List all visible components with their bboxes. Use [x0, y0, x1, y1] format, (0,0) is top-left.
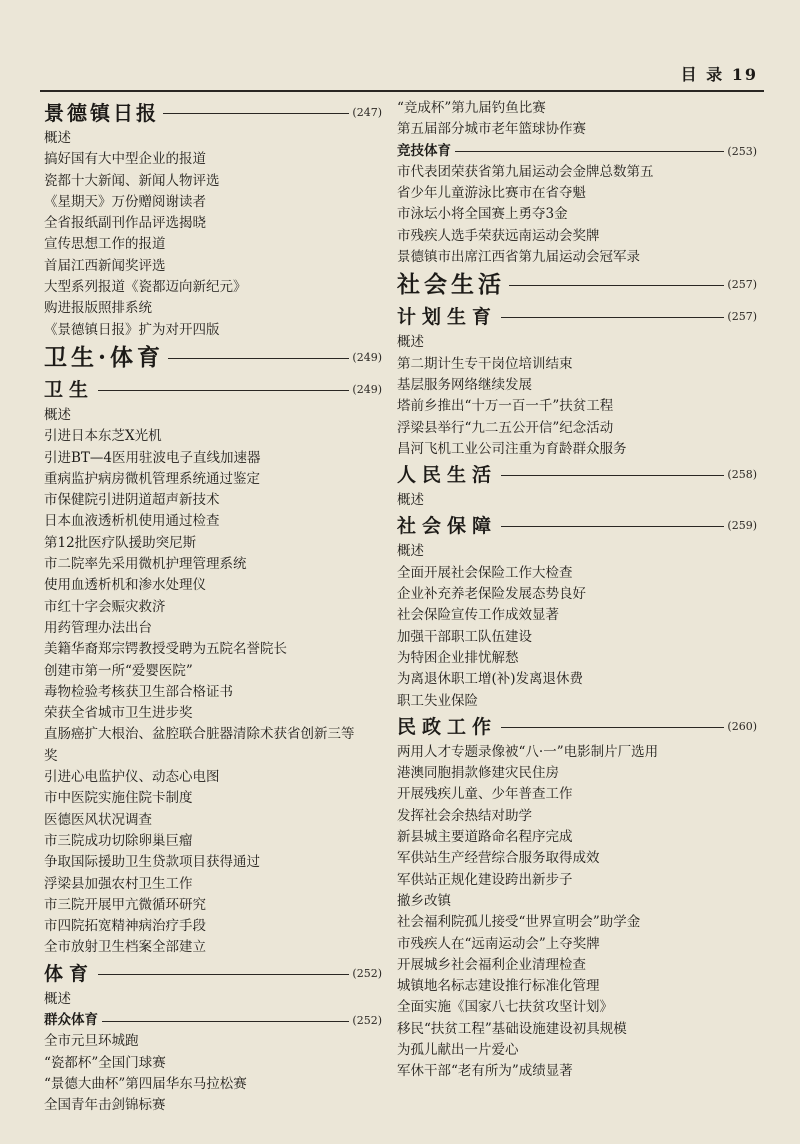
leader-rule — [501, 475, 724, 476]
toc-entry — [44, 639, 382, 660]
toc-entry-text: 大型系列报道《瓷都迈向新纪元》 — [44, 279, 247, 296]
toc-entry — [397, 806, 757, 827]
leader-rule — [98, 974, 349, 975]
toc-entry-text: 全省报纸副刊作品评选揭晓 — [44, 215, 206, 232]
toc-entry-text: 争取国际援助卫生贷款项目获得通过 — [44, 854, 260, 871]
toc-entry-text: 引进心电监护仪、动态心电图 — [44, 769, 220, 786]
toc-entry — [397, 976, 757, 997]
toc-entry — [44, 554, 382, 575]
toc-entry-text: 第12批医疗队援助突尼斯 — [44, 534, 197, 551]
toc-entry-text: 发挥社会余热结对助学 — [397, 807, 532, 824]
toc-entry-text: 市代表团荣获省第九届运动会金牌总数第五 — [397, 163, 654, 180]
toc-entry-text: 直肠癌扩大根治、盆腔联合脏器清除术获省创新三等 — [44, 726, 355, 743]
toc-entry — [44, 171, 382, 192]
leader-rule — [501, 727, 724, 728]
toc-entry-text: 市四院拓宽精神病治疗手段 — [44, 918, 206, 935]
toc-entry-text: 概述 — [44, 130, 71, 146]
toc-entry — [397, 827, 757, 848]
leader-rule — [102, 1021, 349, 1022]
page-ref: (249) — [352, 350, 382, 364]
section-title: 卫生·体育 — [44, 343, 165, 371]
toc-entry-text: 企业补充养老保险发展态势良好 — [397, 586, 586, 603]
toc-entry-text: 概述 — [397, 543, 424, 560]
subsection-title: 计划生育 — [397, 306, 498, 329]
toc-entry — [44, 149, 382, 170]
toc-entry — [44, 213, 382, 234]
toc-entry — [44, 895, 382, 916]
category-title: 竞技体育 — [397, 142, 451, 159]
subsection-title: 社会保障 — [397, 515, 498, 538]
toc-entry-text: 引进BT—4医用驻波电子直线加速器 — [44, 449, 261, 466]
leader-rule — [501, 526, 724, 527]
leader-rule — [509, 285, 724, 286]
toc-entry-text: 创建市第一所“爱婴医院” — [44, 662, 193, 679]
toc-entry — [44, 533, 382, 554]
toc-entry-text: 《景德镇日报》扩为对开四版 — [44, 321, 220, 338]
toc-entry — [397, 763, 757, 784]
toc-entry-text: 概述 — [44, 406, 71, 423]
category-heading — [397, 141, 757, 162]
toc-entry — [397, 605, 757, 626]
toc-entry-text: 撤乡改镇 — [397, 892, 451, 909]
toc-entry — [44, 810, 382, 831]
toc-entry — [397, 870, 757, 891]
toc-entry — [397, 784, 757, 805]
leader-rule — [98, 390, 349, 391]
toc-entry-text: 引进日本东芝X光机 — [44, 428, 162, 445]
toc-entry — [397, 354, 757, 375]
toc-entry — [44, 937, 382, 958]
section-heading — [44, 98, 382, 128]
toc-entry-text: 毒物检验考核获卫生部合格证书 — [44, 683, 233, 700]
toc-entry-text: 用药管理办法出台 — [44, 619, 152, 636]
toc-entry-text: 社会福利院孤儿接受“世界宣明会”助学金 — [397, 914, 641, 931]
toc-entry-text: 市中医院实施住院卡制度 — [44, 790, 193, 807]
page-ref: (259) — [727, 519, 757, 533]
page-ref: (252) — [352, 966, 382, 980]
toc-entry — [397, 332, 757, 353]
left-column — [44, 98, 382, 1116]
toc-entry — [44, 511, 382, 532]
toc-entry — [44, 1095, 382, 1116]
subsection-heading — [397, 302, 757, 332]
toc-entry — [397, 375, 757, 396]
toc-entry-text: 市保健院引进阴道超声新技术 — [44, 492, 220, 509]
toc-entry-text: 市残疾人在“远南运动会”上夺奖牌 — [397, 935, 600, 952]
toc-entry-text: 开展城乡社会福利企业清理检查 — [397, 956, 586, 973]
toc-entry-text: 概述 — [397, 334, 424, 351]
toc-entry-text: 市残疾人选手荣获远南运动会奖牌 — [397, 227, 600, 244]
toc-entry — [44, 618, 382, 639]
toc-entry-text: 全国青年击剑锦标赛 — [44, 1097, 166, 1114]
toc-entry-text: 市红十字会赈灾救济 — [44, 598, 166, 615]
toc-entry-text: 全市元旦环城跑 — [44, 1033, 139, 1050]
toc-entry — [397, 997, 757, 1018]
toc-entry-text: 塔前乡推出“十万一百一千”扶贫工程 — [397, 398, 614, 415]
toc-entry-text: 浮梁县加强农村卫生工作 — [44, 875, 193, 892]
toc-entry-text: 为离退休职工增(补)发离退休费 — [397, 671, 584, 688]
toc-entry — [44, 298, 382, 319]
subsection-title: 人民生活 — [397, 464, 498, 487]
toc-entry — [44, 405, 382, 426]
toc-entry-text: 为孤儿献出一片爱心 — [397, 1041, 519, 1058]
subsection-heading — [397, 511, 757, 541]
page-ref: (257) — [727, 278, 757, 292]
toc-entry — [397, 934, 757, 955]
toc-entry-text: 第五届部分城市老年篮球协作赛 — [397, 121, 586, 138]
toc-entry-text: “瓷都杯”全国门球赛 — [44, 1054, 166, 1071]
toc-entry — [397, 584, 757, 605]
toc-entry-text: 概述 — [397, 492, 424, 509]
toc-entry — [44, 469, 382, 490]
toc-entry-text: 景德镇市出席江西省第九届运动会冠军录 — [397, 249, 640, 266]
leader-rule — [163, 113, 349, 114]
toc-entry-text: 两用人才专题录像被“八·一”电影制片厂选用 — [397, 743, 659, 760]
toc-entry — [44, 128, 382, 149]
toc-entry-text: 浮梁县举行“九二五公开信”纪念活动 — [397, 419, 614, 436]
toc-entry — [397, 648, 757, 669]
leader-rule — [501, 317, 724, 318]
toc-entry-text: 奖 — [44, 747, 58, 764]
subsection-title: 卫生 — [44, 378, 95, 401]
toc-entry-text: 为特困企业排忧解愁 — [397, 649, 519, 666]
toc-entry — [44, 448, 382, 469]
toc-entry — [44, 746, 382, 767]
toc-entry-text: 基层服务网络继续发展 — [397, 376, 532, 393]
toc-entry — [397, 204, 757, 225]
toc-entry — [44, 703, 382, 724]
toc-entry-text: 《星期天》万份赠阅谢读者 — [44, 193, 206, 210]
toc-entry-text: 市三院成功切除卵巢巨瘤 — [44, 832, 193, 849]
toc-entry — [44, 1053, 382, 1074]
toc-entry — [397, 955, 757, 976]
subsection-title: 民政工作 — [397, 715, 498, 738]
toc-entry — [44, 426, 382, 447]
toc-entry — [397, 396, 757, 417]
toc-entry-text: 全市放射卫生档案全部建立 — [44, 939, 206, 956]
toc-entry — [397, 490, 757, 511]
page-ref: (258) — [727, 468, 757, 482]
toc-entry — [44, 277, 382, 298]
toc-entry-text: 加强干部职工队伍建设 — [397, 628, 532, 645]
toc-entry — [397, 742, 757, 763]
toc-entry-text: 概述 — [44, 990, 71, 1007]
toc-entry — [44, 916, 382, 937]
toc-entry — [44, 788, 382, 809]
toc-entry-text: 第二期计生专干岗位培训结束 — [397, 355, 573, 372]
toc-entry — [397, 669, 757, 690]
leader-rule — [455, 151, 724, 152]
toc-entry — [44, 597, 382, 618]
subsection-heading — [44, 959, 382, 989]
toc-entry-text: 重病监护病房微机管理系统通过鉴定 — [44, 470, 260, 487]
category-heading — [44, 1010, 382, 1031]
section-title: 景德镇日报 — [44, 101, 159, 125]
toc-entry-text: 省少年儿童游泳比赛市在省夺魁 — [397, 185, 586, 202]
section-heading — [397, 268, 757, 302]
toc-entry-text: 日本血液透析机使用通过检查 — [44, 513, 220, 530]
toc-entry-text: 搞好国有大中型企业的报道 — [44, 151, 206, 168]
toc-entry — [44, 192, 382, 213]
toc-entry — [44, 989, 382, 1010]
toc-entry — [397, 119, 757, 140]
toc-entry-text: “景德大曲杯”第四届华东马拉松赛 — [44, 1075, 247, 1092]
toc-entry — [397, 439, 757, 460]
toc-entry — [397, 418, 757, 439]
toc-entry — [397, 891, 757, 912]
toc-entry — [44, 1074, 382, 1095]
toc-entry — [397, 541, 757, 562]
subsection-heading — [397, 460, 757, 490]
category-title: 群众体育 — [44, 1011, 98, 1028]
toc-entry-text: 职工失业保险 — [397, 692, 478, 709]
toc-entry-text: 医德医风状况调查 — [44, 811, 152, 828]
toc-entry — [44, 575, 382, 596]
toc-entry — [44, 831, 382, 852]
header-label: 目 录 — [680, 65, 725, 84]
toc-entry — [397, 563, 757, 584]
subsection-title: 体育 — [44, 962, 95, 985]
toc-entry — [397, 627, 757, 648]
toc-entry — [397, 912, 757, 933]
toc-entry — [44, 682, 382, 703]
toc-entry — [397, 98, 757, 119]
toc-entry — [397, 247, 757, 268]
toc-entry-text: 市泳坛小将全国赛上勇夺3金 — [397, 206, 568, 223]
toc-entry-text: 军休干部“老有所为”成绩显著 — [397, 1063, 573, 1080]
toc-entry — [44, 234, 382, 255]
toc-entry — [44, 256, 382, 277]
toc-entry-text: 全面开展社会保险工作大检查 — [397, 564, 573, 581]
section-heading — [44, 341, 382, 375]
toc-entry-text: 军供站生产经营综合服务取得成效 — [397, 850, 600, 867]
page-ref: (252) — [352, 1013, 382, 1027]
toc-entry-text: 美籍华裔郑宗锷教授受聘为五院名誉院长 — [44, 641, 287, 658]
leader-rule — [168, 358, 349, 359]
toc-entry-text: 开展残疾儿童、少年普查工作 — [397, 786, 573, 803]
toc-entry-text: 城镇地名标志建设推行标准化管理 — [397, 978, 600, 995]
toc-entry-text: 荣获全省城市卫生进步奖 — [44, 705, 193, 722]
toc-entry-text: 购进报版照排系统 — [44, 300, 152, 317]
toc-entry-text: “竞成杯”第九届钓鱼比赛 — [397, 100, 546, 116]
toc-entry — [397, 848, 757, 869]
page-ref: (260) — [727, 719, 757, 733]
toc-entry — [44, 490, 382, 511]
right-column — [397, 98, 757, 1083]
toc-entry-text: 市三院开展甲亢微循环研究 — [44, 896, 206, 913]
page-ref: (247) — [352, 106, 382, 119]
toc-entry-text: 市二院率先采用微机护理管理系统 — [44, 556, 247, 573]
page-ref: (257) — [727, 310, 757, 324]
page-ref: (249) — [352, 382, 382, 396]
toc-entry — [397, 1040, 757, 1061]
toc-entry — [397, 691, 757, 712]
toc-entry — [44, 852, 382, 873]
page-ref: (253) — [727, 144, 757, 158]
header-page-number: 19 — [731, 65, 758, 84]
toc-entry — [397, 226, 757, 247]
toc-entry-text: 宣传思想工作的报道 — [44, 236, 166, 253]
toc-entry-text: 瓷都十大新闻、新闻人物评选 — [44, 172, 220, 189]
toc-entry — [44, 320, 382, 341]
toc-entry-text: 昌河飞机工业公司注重为育龄群众服务 — [397, 440, 627, 457]
subsection-heading — [44, 375, 382, 405]
toc-entry — [44, 767, 382, 788]
subsection-heading — [397, 712, 757, 742]
toc-entry — [397, 162, 757, 183]
toc-entry-text: 全面实施《国家八七扶贫攻坚计划》 — [397, 999, 613, 1016]
toc-entry — [44, 661, 382, 682]
toc-entry — [397, 183, 757, 204]
toc-entry — [44, 1031, 382, 1052]
header-rule — [40, 90, 764, 92]
toc-entry — [397, 1061, 757, 1082]
toc-entry — [44, 724, 382, 745]
toc-entry-text: 军供站正规化建设跨出新步子 — [397, 871, 573, 888]
toc-entry — [44, 874, 382, 895]
toc-entry-text: 港澳同胞捐款修建灾民住房 — [397, 765, 559, 782]
toc-entry-text: 使用血透析机和渗水处理仪 — [44, 577, 206, 594]
page-header — [681, 62, 758, 85]
toc-entry-text: 移民“扶贫工程”基础设施建设初具规模 — [397, 1020, 627, 1037]
toc-entry-text: 新县城主要道路命名程序完成 — [397, 829, 573, 846]
toc-entry-text: 首届江西新闻奖评选 — [44, 257, 166, 274]
section-title: 社会生活 — [397, 271, 505, 299]
toc-entry — [397, 1019, 757, 1040]
toc-entry-text: 社会保险宣传工作成效显著 — [397, 607, 559, 624]
